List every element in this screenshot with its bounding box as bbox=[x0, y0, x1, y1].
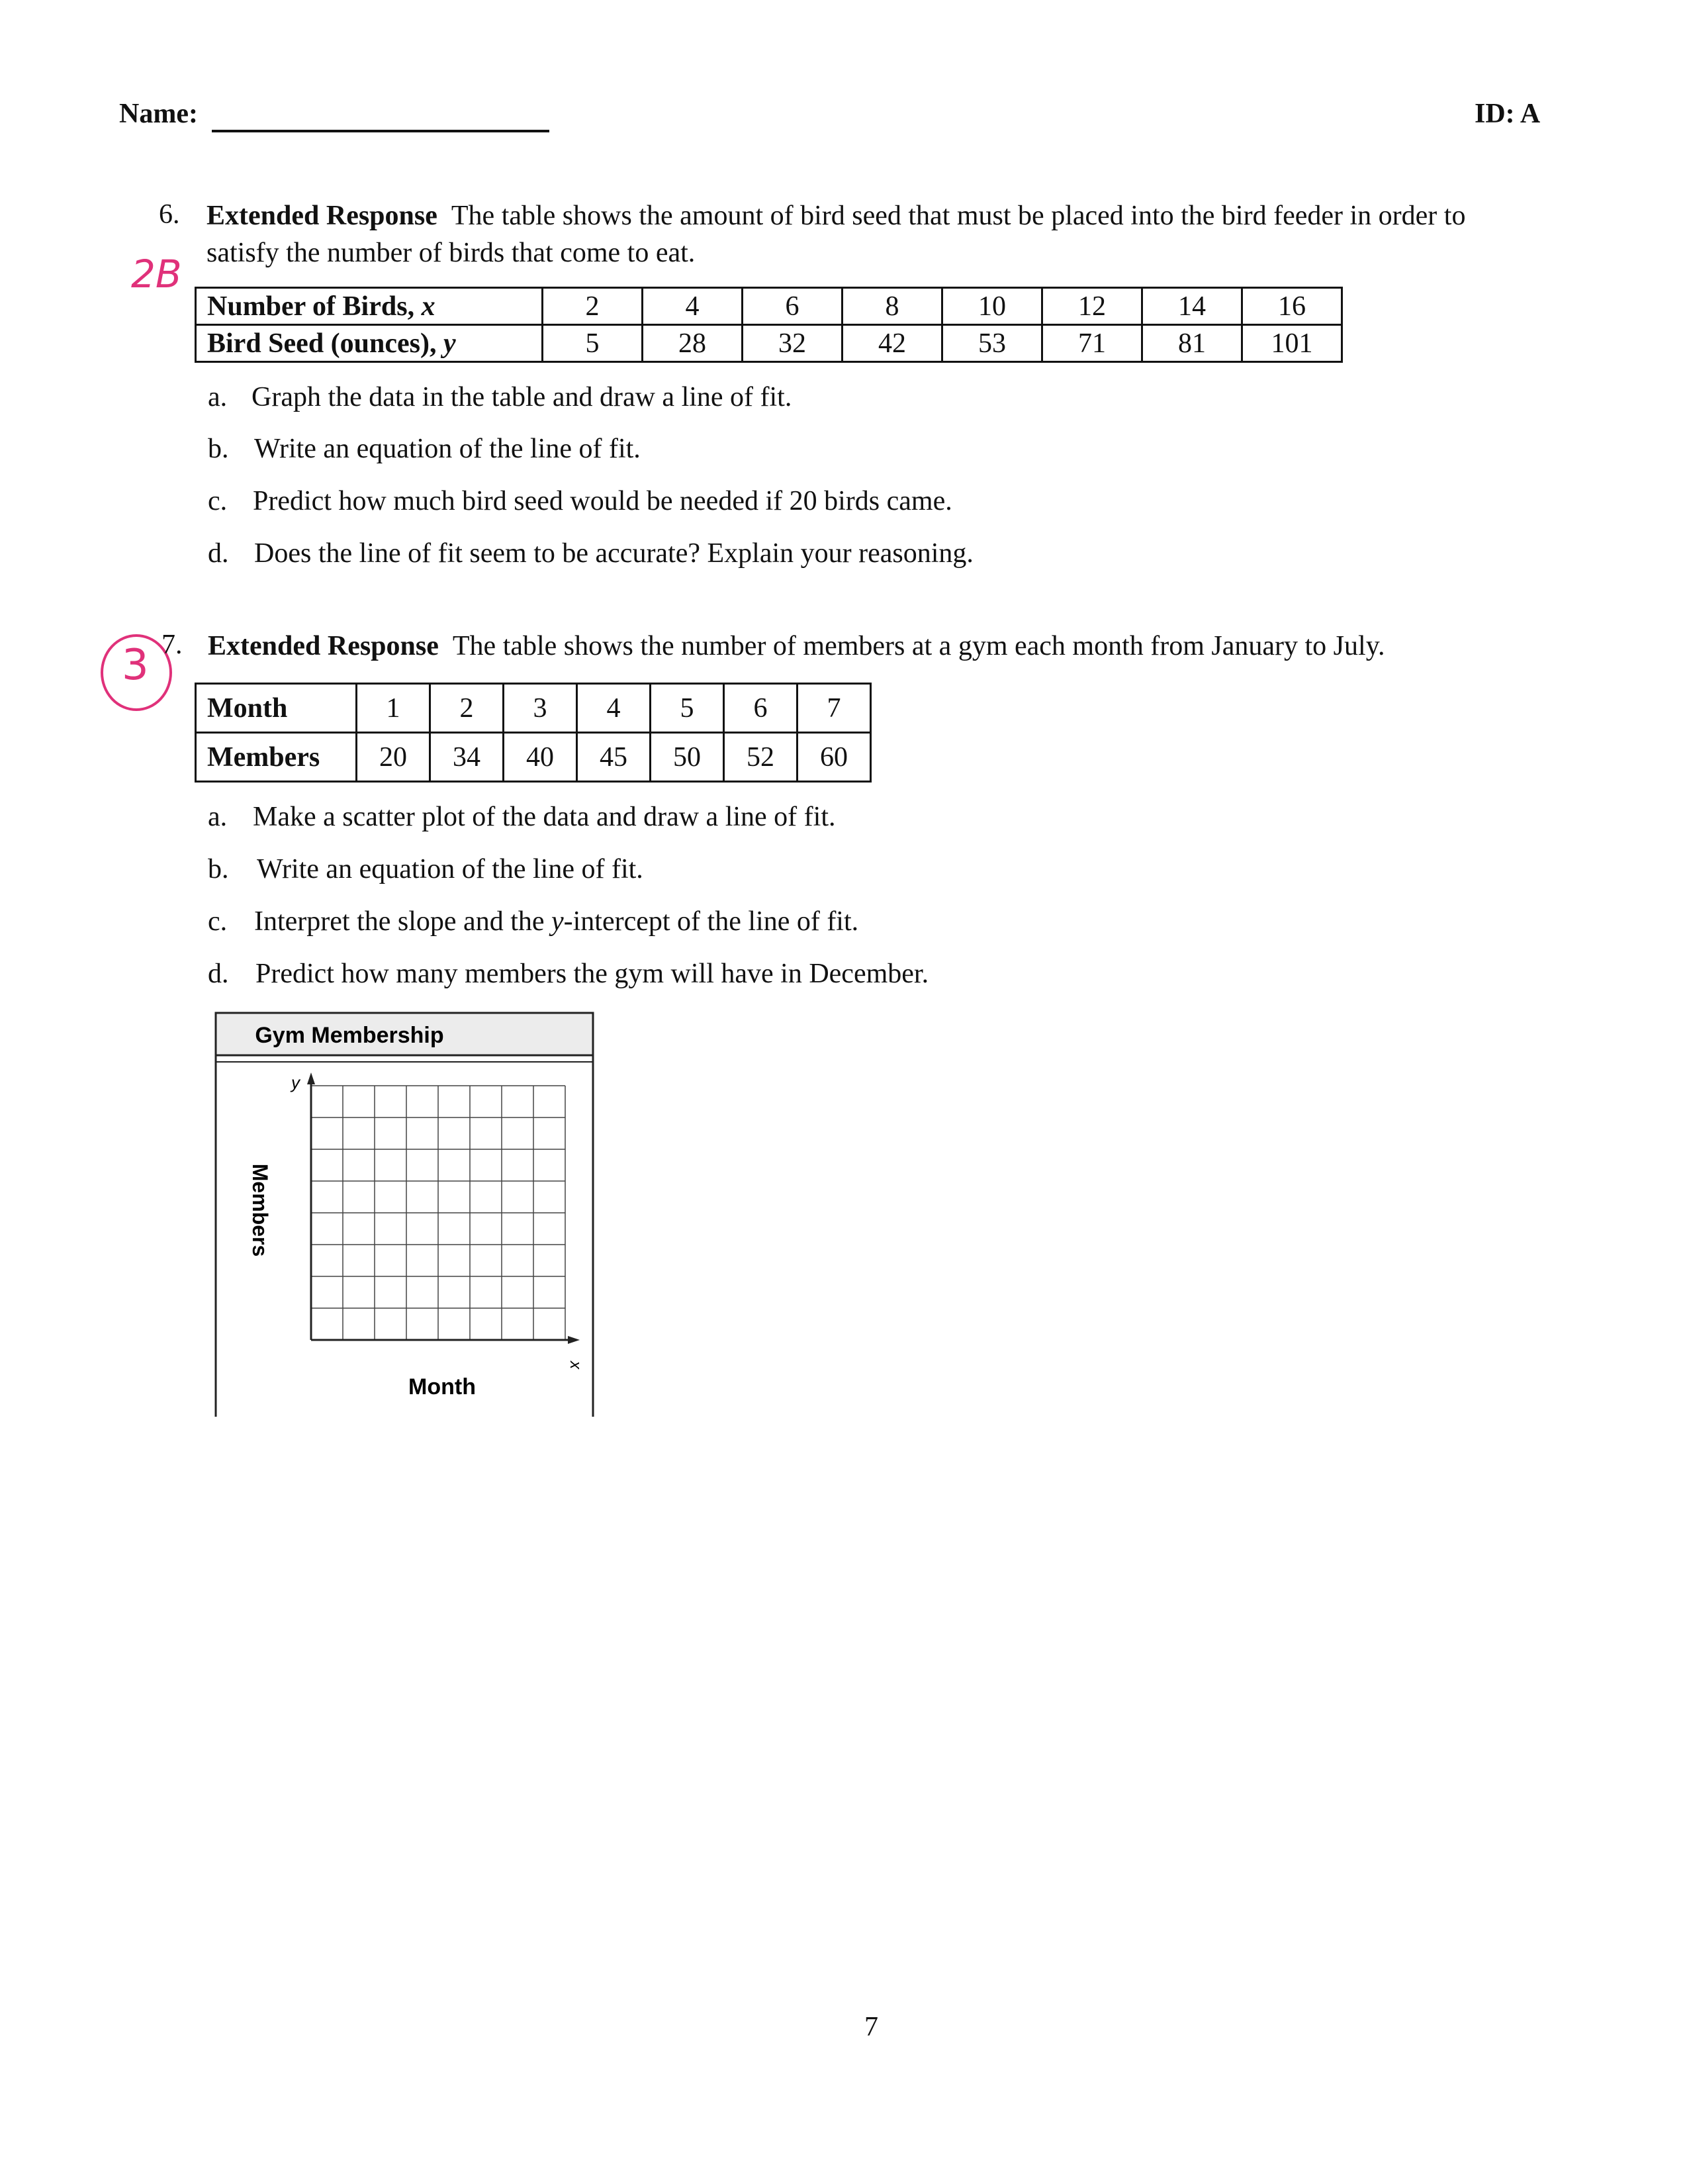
question-7-part-b: b. bbox=[208, 854, 229, 884]
question-6-part-c-text: Predict how much bird seed would be needed if 20 birds came. bbox=[253, 486, 952, 516]
table-cell: 60 bbox=[798, 733, 871, 782]
question-7-part-d: d. bbox=[208, 959, 229, 989]
table-cell: 2 bbox=[543, 288, 643, 325]
table-cell: 28 bbox=[643, 325, 743, 362]
row-label-birds: Number of Birds, x bbox=[196, 288, 543, 325]
question-7-text bbox=[208, 628, 1631, 665]
graph-grid[interactable] bbox=[311, 1086, 565, 1340]
name-label: Name: bbox=[119, 99, 198, 129]
x-axis-label: Month bbox=[408, 1374, 476, 1400]
table-cell: 45 bbox=[577, 733, 651, 782]
question-7-part-a: a. bbox=[208, 802, 228, 832]
table-cell: 50 bbox=[651, 733, 724, 782]
name-blank-line[interactable] bbox=[212, 130, 549, 132]
question-7-part-c-text: Interpret the slope and the y-intercept of the line of fit. bbox=[254, 906, 859, 937]
bird-seed-table bbox=[195, 287, 1343, 363]
table-cell: 40 bbox=[504, 733, 577, 782]
y-axis-arrow-icon bbox=[307, 1072, 315, 1084]
table-cell: 7 bbox=[798, 684, 871, 733]
y-axis-letter: y bbox=[291, 1072, 300, 1092]
question-6-part-d-text: Does the line of fit seem to be accurate? Explain your reasoning. bbox=[254, 538, 974, 569]
table-cell: 12 bbox=[1042, 288, 1142, 325]
question-6-part-a-text: Graph the data in the table and draw a line of fit. bbox=[251, 382, 792, 412]
question-6-part-d: d. bbox=[208, 538, 229, 569]
row-label-seed: Bird Seed (ounces), y bbox=[196, 325, 543, 362]
table-cell: 16 bbox=[1242, 288, 1342, 325]
question-7-part-b-text: Write an equation of the line of fit. bbox=[257, 854, 643, 884]
table-cell: 14 bbox=[1142, 288, 1242, 325]
row-label-members: Members bbox=[196, 733, 357, 782]
row-label-month: Month bbox=[196, 684, 357, 733]
question-6-part-b: b. bbox=[208, 434, 229, 464]
table-cell: 20 bbox=[357, 733, 430, 782]
x-axis-arrow-icon bbox=[568, 1336, 580, 1344]
table-cell: 6 bbox=[724, 684, 798, 733]
question-7-title: Extended Response bbox=[208, 631, 439, 661]
table-cell: 10 bbox=[942, 288, 1042, 325]
question-6-text-line1: The table shows the amount of bird seed that must be placed into the bird feeder in order to bbox=[451, 201, 1466, 231]
x-axis-letter: x bbox=[567, 1361, 584, 1369]
table-cell: 101 bbox=[1242, 325, 1342, 362]
table-cell: 34 bbox=[430, 733, 504, 782]
table-row-month bbox=[196, 684, 871, 733]
table-cell: 3 bbox=[504, 684, 577, 733]
gym-membership-graph bbox=[213, 1012, 600, 1422]
grade-mark-q6: 2B bbox=[131, 252, 182, 297]
graph-title: Gym Membership bbox=[255, 1023, 444, 1048]
question-6-part-c: c. bbox=[208, 486, 228, 516]
question-6-text-line2: satisfy the number of birds that come to eat. bbox=[206, 238, 696, 268]
table-cell: 4 bbox=[577, 684, 651, 733]
question-7-text-body: The table shows the number of members at a gym each month from January to July. bbox=[452, 631, 1385, 661]
table-row-birds bbox=[196, 288, 1342, 325]
question-7-part-c: c. bbox=[208, 906, 228, 937]
table-cell: 4 bbox=[643, 288, 743, 325]
question-7-part-d-text: Predict how many members the gym will have in December. bbox=[255, 959, 929, 989]
table-row-members bbox=[196, 733, 871, 782]
gym-membership-table bbox=[195, 683, 872, 783]
question-6-part-b-text: Write an equation of the line of fit. bbox=[254, 434, 641, 464]
y-axis-label: Members bbox=[248, 1163, 272, 1257]
page-number: 7 bbox=[864, 2012, 878, 2042]
question-6-text bbox=[206, 197, 1629, 234]
question-6-title: Extended Response bbox=[206, 201, 437, 231]
question-7-number: 7. bbox=[161, 630, 183, 660]
question-6-part-a: a. bbox=[208, 382, 228, 412]
table-cell: 8 bbox=[843, 288, 942, 325]
id-label: ID: A bbox=[1475, 99, 1541, 129]
table-cell: 52 bbox=[724, 733, 798, 782]
table-cell: 71 bbox=[1042, 325, 1142, 362]
table-cell: 1 bbox=[357, 684, 430, 733]
question-6-number: 6. bbox=[159, 199, 180, 230]
table-cell: 42 bbox=[843, 325, 942, 362]
table-row-seed bbox=[196, 325, 1342, 362]
grade-mark-q7: 3 bbox=[122, 641, 149, 690]
table-cell: 6 bbox=[743, 288, 843, 325]
question-7-part-a-text: Make a scatter plot of the data and draw a line of fit. bbox=[253, 802, 836, 832]
table-cell: 2 bbox=[430, 684, 504, 733]
table-cell: 81 bbox=[1142, 325, 1242, 362]
table-cell: 5 bbox=[543, 325, 643, 362]
table-cell: 32 bbox=[743, 325, 843, 362]
table-cell: 53 bbox=[942, 325, 1042, 362]
table-cell: 5 bbox=[651, 684, 724, 733]
